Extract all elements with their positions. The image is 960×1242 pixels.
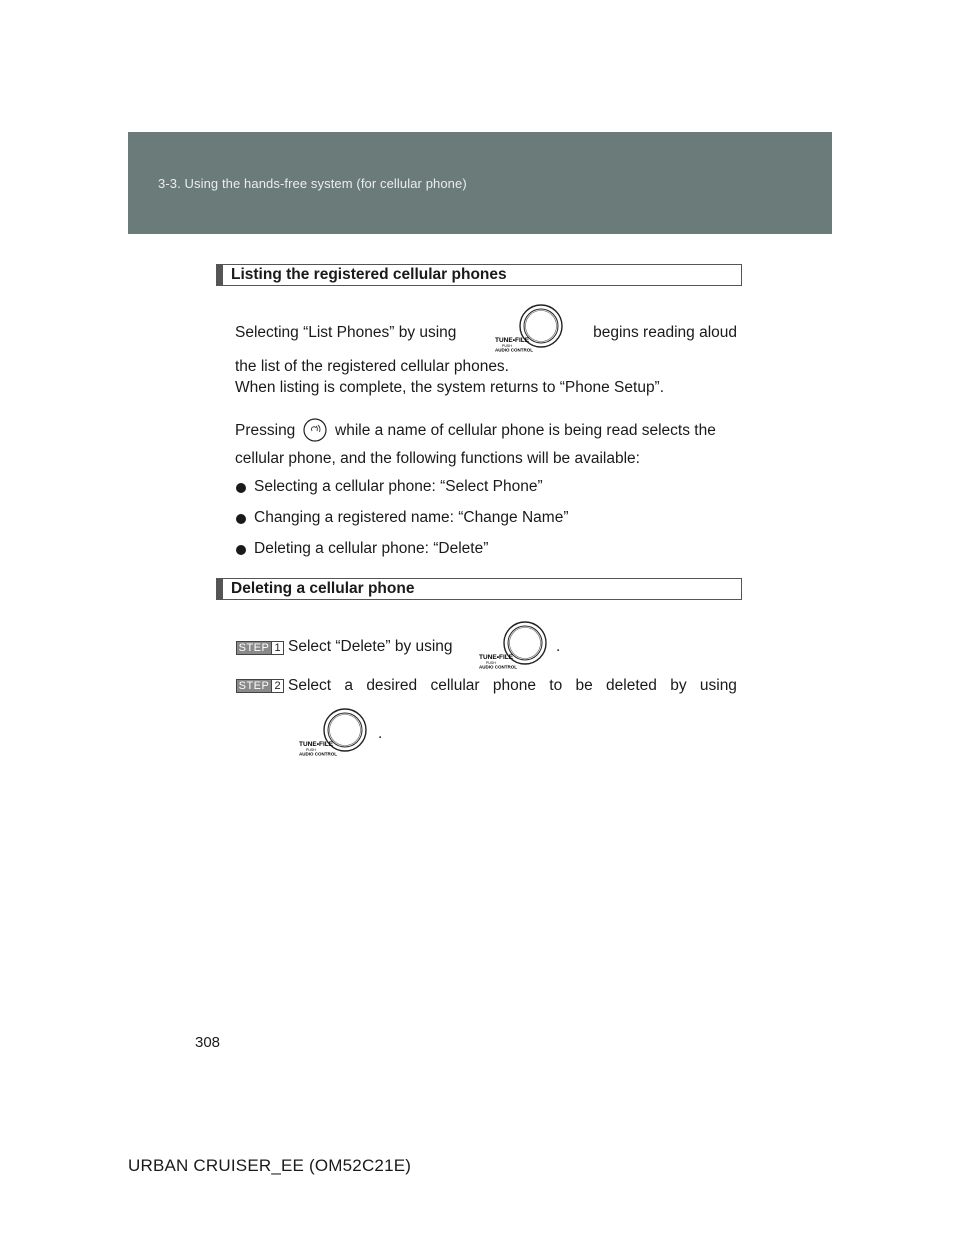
tune-file-knob-icon [494, 303, 566, 353]
word: by [670, 677, 687, 694]
word: a [344, 677, 354, 694]
breadcrumb: 3-3. Using the hands-free system (for cellular phone) [158, 176, 467, 191]
knob-label: TUNE•FILE [479, 654, 514, 661]
step-number: 1 [271, 642, 283, 654]
paragraph-line: cellular phone, and the following functions will be available: [235, 450, 640, 467]
footer-model-code: URBAN CRUISER_EE (OM52C21E) [128, 1156, 412, 1175]
knob-label-sub: AUDIO CONTROL [479, 664, 517, 670]
step-text-end: . [556, 638, 561, 655]
paragraph-line [235, 323, 737, 343]
step-text-end: . [378, 725, 383, 742]
knob-label: TUNE•FILE [299, 741, 334, 748]
knob-label-push: PUSH [306, 748, 316, 752]
word: desired [366, 677, 418, 694]
step-text [288, 676, 737, 696]
text-segment: Selecting “List Phones” by using [235, 324, 457, 341]
bullet-icon [236, 483, 246, 493]
section-title: Deleting a cellular phone [231, 580, 415, 597]
step-word: STEP [238, 680, 270, 692]
knob-label-push: PUSH [486, 661, 496, 665]
text-segment: Pressing [235, 422, 296, 439]
word: using [699, 677, 737, 694]
step-number: 2 [271, 680, 283, 692]
paragraph-line: When listing is complete, the system returns to “Phone Setup”. [235, 379, 665, 396]
section-heading-listing [216, 264, 742, 286]
page-number: 308 [195, 1034, 221, 1051]
word: deleted [606, 677, 657, 694]
knob-label-sub: AUDIO CONTROL [299, 751, 337, 757]
step-word: STEP [238, 642, 270, 654]
knob-label-push: PUSH [502, 344, 512, 348]
knob-label-sub: AUDIO CONTROL [495, 347, 533, 353]
list-item: Changing a registered name: “Change Name” [254, 509, 569, 526]
bullet-icon [236, 545, 246, 555]
tune-file-knob-icon [298, 707, 370, 757]
paragraph-line: the list of the registered cellular phones. [235, 358, 509, 375]
knob-label: TUNE•FILE [495, 337, 530, 344]
talk-switch-icon [303, 418, 327, 442]
tune-file-knob-icon [478, 620, 550, 670]
list-item: Selecting a cellular phone: “Select Phone” [254, 478, 543, 495]
section-title: Listing the registered cellular phones [231, 266, 507, 283]
bullet-icon [236, 514, 246, 524]
word: Select [288, 677, 332, 694]
list-item: Deleting a cellular phone: “Delete” [254, 540, 489, 557]
step-badge [236, 679, 284, 693]
word: cellular [430, 677, 480, 694]
word: be [575, 677, 593, 694]
step-badge [236, 641, 284, 655]
chapter-header [128, 132, 832, 234]
word: phone [492, 677, 536, 694]
section-heading-deleting [216, 578, 742, 600]
text-segment: begins reading aloud [593, 324, 737, 341]
text-segment: while a name of cellular phone is being read selects the [335, 422, 716, 439]
step-text: Select “Delete” by using [288, 638, 453, 655]
word: to [549, 677, 563, 694]
